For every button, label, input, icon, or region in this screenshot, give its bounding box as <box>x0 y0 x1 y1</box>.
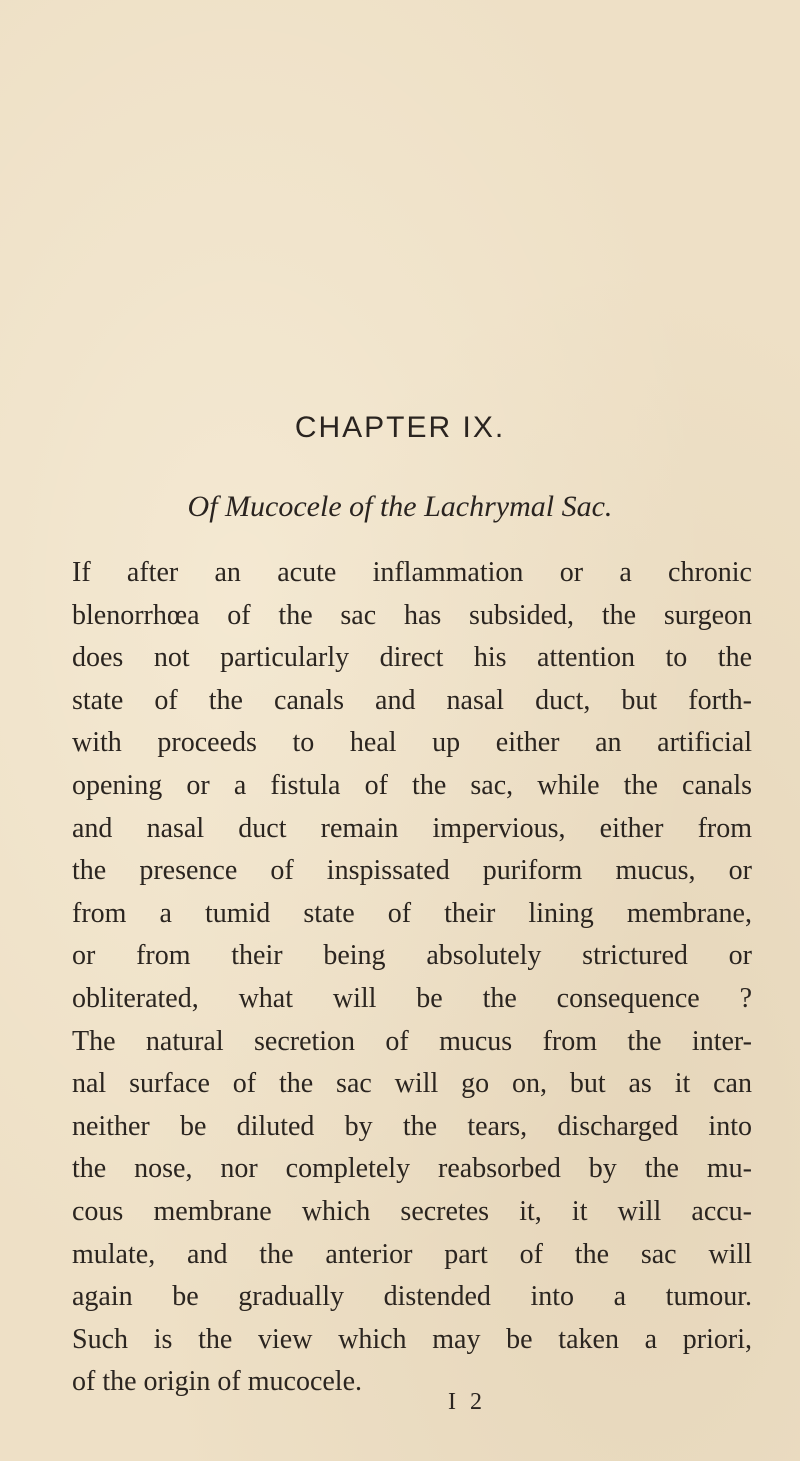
text-line: with proceeds to heal up either an artificial <box>72 727 752 759</box>
chapter-subtitle: Of Mucocele of the Lachrymal Sac. <box>187 490 613 523</box>
text-line: neither be diluted by the tears, discharged into <box>72 1110 752 1142</box>
text-line: the nose, nor completely reabsorbed by the mu- <box>72 1153 752 1185</box>
text-line: and nasal duct remain impervious, either from <box>72 812 752 844</box>
text-line: the presence of inspissated puriform mucus, or <box>72 855 752 887</box>
page-signature: I 2 <box>448 1389 486 1415</box>
text-line: mulate, and the anterior part of the sac will <box>72 1238 752 1270</box>
text-line: obliterated, what will be the consequence ? <box>72 982 752 1014</box>
text-line: from a tumid state of their lining membrane, <box>72 897 752 929</box>
text-line: does not particularly direct his attention to the <box>72 642 752 674</box>
body-paragraph <box>72 552 752 1404</box>
text-line: If after an acute inflammation or a chronic <box>72 557 752 588</box>
text-line: nal surface of the sac will go on, but as it can <box>72 1068 752 1100</box>
text-line: state of the canals and nasal duct, but forth- <box>72 684 752 716</box>
text-line: Such is the view which may be taken a priori, <box>72 1323 752 1355</box>
text-line: blenorrhœa of the sac has subsided, the surgeon <box>72 599 752 631</box>
text-line: again be gradually distended into a tumour. <box>72 1281 752 1313</box>
chapter-heading: CHAPTER IX. <box>294 411 506 444</box>
text-line: cous membrane which secretes it, it will accu- <box>72 1195 752 1227</box>
text-line: opening or a fistula of the sac, while the canals <box>72 769 752 801</box>
text-line: or from their being absolutely strictured or <box>72 940 752 972</box>
text-line: of the origin of mucocele. <box>72 1366 363 1398</box>
text-line: The natural secretion of mucus from the inter- <box>72 1025 752 1057</box>
